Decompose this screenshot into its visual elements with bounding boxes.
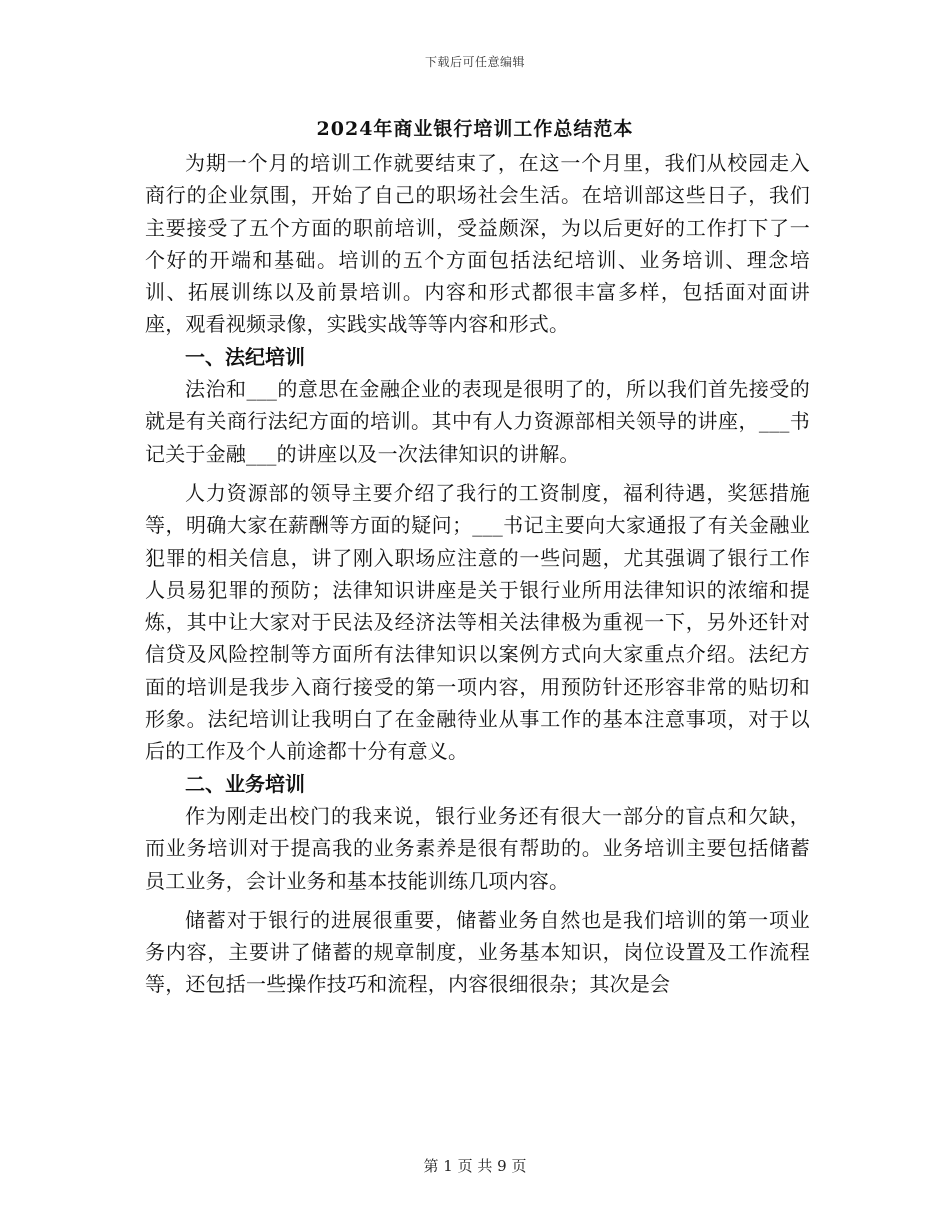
legal-paragraph-2: 人力资源部的领导主要介绍了我行的工资制度，福利待遇，奖惩措施等，明确大家在薪酬等方面的疑问；___书记主要向大家通报了有关金融业犯罪的相关信息，讲了刚入职场应注意的一些问题，尤其强调了银行工作人员易犯罪的预防；法律知识讲座是关于银行业所用法律知识的浓缩和提炼，其中让大家对于民法及经济法等相关法律极为重视一下，另外还针对信贷及风险控制等方面所有法律知识以案例方式向大家重点介绍。法纪方面的培训是我步入商行接受的第一项内容，用预防针还形容非常的贴切和形象。法纪培训让我明白了在金融待业从事工作的基本注意事项，对于以后的工作及个人前途都十分有意义。 <box>145 480 810 764</box>
business-paragraph-1: 作为刚走出校门的我来说，银行业务还有很大一部分的盲点和欠缺，而业务培训对于提高我的业务素养是很有帮助的。业务培训主要包括储蓄员工业务，会计业务和基本技能训练几项内容。 <box>145 803 810 893</box>
header-note: 下载后可任意编辑 <box>424 55 525 69</box>
legal-paragraph-1: 法治和___的意思在金融企业的表现是很明了的，所以我们首先接受的就是有关商行法纪方面的培训。其中有人力资源部相关领导的讲座，___书记关于金融___的讲座以及一次法律知识的讲解。 <box>145 377 810 466</box>
document-title: 2024年商业银行培训工作总结范本 <box>316 118 634 140</box>
intro-paragraph: 为期一个月的培训工作就要结束了，在这一个月里，我们从校园走入商行的企业氛围，开始了自己的职场社会生活。在培训部这些日子，我们主要接受了五个方面的职前培训，受益颇深，为以后更好的工作打下了一个好的开端和基础。培训的五个方面包括法纪培训、业务培训、理念培训、拓展训练以及前景培训。内容和形式都很丰富多样，包括面对面讲座，观看视频录像，实践实战等等内容和形式。 <box>145 151 810 337</box>
section-heading-business: 二、业务培训 <box>185 771 305 796</box>
section-heading-legal: 一、法纪培训 <box>185 344 305 369</box>
document-body <box>145 147 810 1001</box>
page-number: 第 1 页 共 9 页 <box>423 1157 527 1175</box>
business-paragraph-2: 储蓄对于银行的进展很重要，储蓄业务自然也是我们培训的第一项业务内容，主要讲了储蓄的规章制度，业务基本知识，岗位设置及工作流程等，还包括一些操作技巧和流程，内容很细很杂；其次是会 <box>145 907 810 997</box>
